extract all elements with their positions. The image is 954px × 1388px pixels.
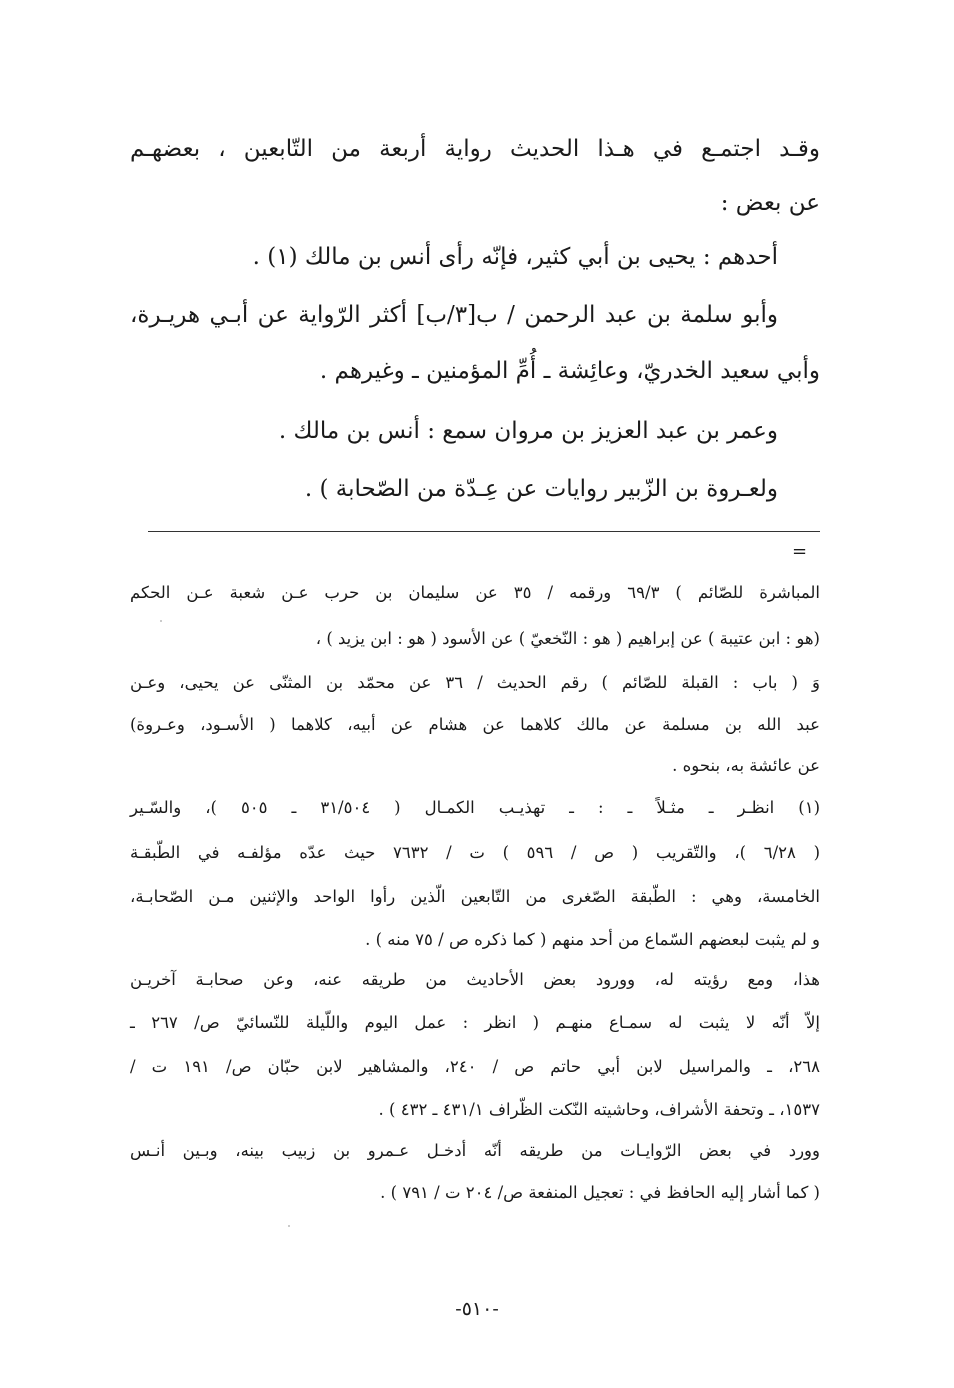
footnote-line-9: و لم يثبت لبعضهم السّماع من أحد منهم ( كما ذكره ص / ٧٥ منه ) . bbox=[365, 930, 820, 949]
footnote-line-5: عن عائشة به، بنحوه . bbox=[672, 756, 820, 775]
scan-speck bbox=[160, 620, 162, 622]
footnote-line-11: إلاّ أنّه لا يثبت له سمـاع منهـم ( انظر : عمل اليوم واللّيلة للنّسائيّ ص/ ٢٦٧ ـ bbox=[130, 1013, 820, 1032]
main-line-7: ولعـروة بن الزّبير روايات عن عِـدّة من الصّحابة ) . bbox=[304, 476, 778, 502]
page-number: -٥١٠- bbox=[455, 1298, 499, 1320]
footnote-line-2: (هو : ابن عتيبة ) عن إبراهيم ( هو : النّخعيّ ) عن الأسود ( هو : ابن يزيد ) ، bbox=[315, 629, 820, 648]
footnote-line-6: (١) انظـر ـ مثـلاً ـ : ـ تهذيـب الكمـال ( ٣١/٥٠٤ ـ ٥٠٥ )، والسّـير bbox=[130, 798, 820, 817]
footnote-line-3: وَ ( باب : القبلة للصّائم ) رقم الحديث / ٣٦ عن محمّد بن المثنّى عن يحيى، وعـن bbox=[130, 673, 820, 692]
main-line-1: وقـد اجتمـع في هـذا الحديث رواية أربعة من التّابعين ، بعضهـم bbox=[130, 136, 820, 162]
main-line-3: أحدهم : يحيى بن أبي كثير، فإنّه رأى أنس بن مالك (١) . bbox=[252, 244, 778, 270]
footnote-line-14: وورد في بعض الرّوايـات من طريقه أنّه أدخـل عـمرو بن زبيب بينه، وبـين أنـس bbox=[130, 1141, 820, 1160]
footnote-line-8: الخامسة، وهي : الطّبقة الصّغرى من التّابعين الّذين رأوا الواحد والإثنين مـن الصّحابـة، bbox=[130, 887, 820, 906]
footnote-line-7: ( ٦/٢٨ )، والتّقريب ( ص / ٥٩٦ ) ت / ٧٦٣٢ حيث عدّه مؤلفـه في الطّبقـة bbox=[130, 843, 821, 862]
footnote-line-4: عبد الله بن مسلمة عن مالك كلاهما عن هشام عن أبيه، كلاهما ( الأسـود، وعـروة) bbox=[130, 715, 820, 734]
footnote-line-10: هذا، ومع رؤيته له، وورود بعض الأحاديث من طريقه عنه، وعن صحابـة آخريـن bbox=[130, 970, 820, 989]
main-line-6: وعمر بن عبد العزيز بن مروان سمع : أنس بن مالك . bbox=[278, 418, 778, 444]
main-line-2: عن بعض : bbox=[720, 190, 820, 216]
footnote-line-1: المباشرة للصّائم ) ٦٩/٣ ورقمه / ٣٥ عن سليمان بن حرب عـن شعبة عـن الحكم bbox=[130, 583, 820, 602]
footnote-line-15: ( كما أشار إليه الحافظ في : تعجيل المنفعة ص/ ٢٠٤ ت / ٧٩١ ) . bbox=[380, 1183, 820, 1202]
footnote-line-12: ٢٦٨، ـ والمراسيل لابن أبي حاتم ص / ٢٤٠، والمشاهير لابن حبّان ص/ ١٩١ ت / bbox=[130, 1057, 821, 1076]
main-line-5: وأبي سعيد الخدريّ، وعائِشة ـ أُمِّ المؤمنين ـ وغيرهم . bbox=[319, 358, 820, 384]
continuation-marker: = bbox=[792, 541, 808, 562]
footnote-line-13: ١٥٣٧، ـ وتحفة الأشراف، وحاشيته النّكت الظّراف ٤٣١/١ ـ ٤٣٢ ) . bbox=[378, 1100, 820, 1119]
main-line-4: وأبو سلمة بن عبد الرحمن / ب[٣/ب] أكثر الرّواية عن أبـي هريـرة، bbox=[130, 302, 778, 328]
footnote-separator bbox=[148, 531, 820, 532]
scan-speck bbox=[288, 1225, 290, 1227]
